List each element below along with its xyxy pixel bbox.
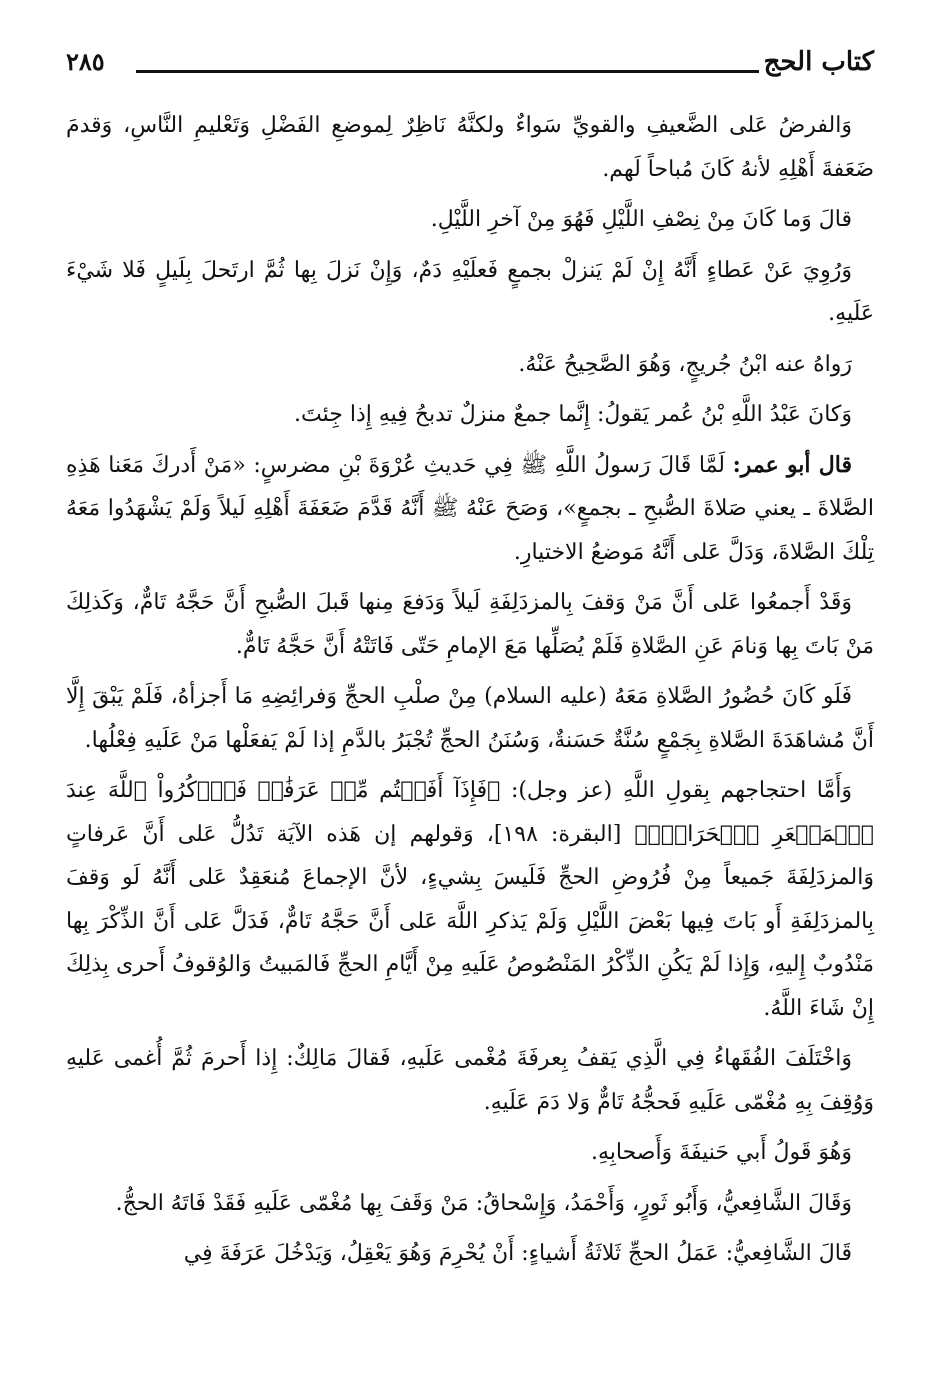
paragraph	[66, 675, 874, 762]
paragraph-text: وَقَدْ أَجمعُوا عَلى أَنَّ مَنْ وَقفَ بِالمزدَلِفَةِ لَيلاً وَدَفعَ مِنها قَبلَ الصُّبحِ أَنَّ حَجَّهُ تَامٌّ، وَكَذلِكَ مَنْ بَاتَ بِها وَنامَ عَنِ الصَّلاةِ فَلَمْ يُصَلِّها مَعَ الإمامِ حَتّى فَاتَتْهُ أَنَّ حَجَّهُ تَامٌّ.	[66, 590, 874, 659]
paragraph	[66, 198, 874, 242]
paragraph-text: وَاخْتَلَفَ الفُقَهاءُ فِي الَّذِي يَقفُ بِعرفَةَ مُغْمى عَلَيهِ، فَقالَ مَالِكٌ: إِذا أَحرمَ ثُمَّ أُغمى عَليهِ وَوُقِفَ بِهِ مُغْمّى عَلَيهِ فَحجُّهُ تَامٌّ وَلا دَمَ عَلَيهِ.	[66, 1046, 874, 1115]
paragraph-text: وَقَالَ الشَّافِعيُّ، وَأَبُو ثَورٍ، وَأَحْمَدُ، وَإِسْحاقُ: مَنْ وَقَفَ بِها مُغْمّى عَلَيهِ فَقَدْ فَاتَهُ الحجُّ.	[115, 1190, 852, 1216]
paragraph	[66, 1037, 874, 1124]
paragraph	[66, 581, 874, 668]
paragraph-text: رَواهُ عنه ابْنُ جُريجٍ، وَهُوَ الصَّحِيحُ عَنْهُ.	[518, 351, 852, 377]
paragraph	[66, 104, 874, 191]
header-rule	[136, 70, 759, 73]
running-title: كتاب الحج	[763, 47, 874, 77]
paragraph	[66, 1131, 874, 1175]
paragraph	[66, 1182, 874, 1226]
speaker-label: قال أبو عمر:	[732, 451, 852, 478]
paragraph	[66, 444, 874, 575]
paragraph-text: وَالفرضُ عَلى الضَّعيفِ والقويِّ سَواءٌ ولكنَّهُ نَاظِرٌ لِموضعِ الفَضْلِ وَتَعْليمِ النَّاسِ، وَقدمَ ضَعَفةَ أَهْلِهِ لأنهُ كَانَ مُباحاً لَهم.	[66, 113, 874, 182]
paragraph	[66, 769, 874, 1030]
paragraph	[66, 1232, 874, 1276]
paragraph-text: وَهُوَ قَولُ أَبي حَنيفَةَ وَأَصحابِهِ.	[590, 1140, 852, 1165]
paragraph-text: لَمَّا قَالَ رَسولُ اللَّهِ ﷺ فِي حَديثِ عُرْوَةَ بْنِ مضرسٍ: «مَنْ أَدركَ مَعَنا هَذِهِ الصَّلاةَ ـ يعني صَلاةَ الصُّبحِ ـ بجمعٍ»، وَصَحَ عَنْهُ ﷺ أَنَّهُ قَدَّمَ ضَعَفَةَ أَهْلِهِ لَيلاً وَلَمْ يَشْهَدُوا مَعَهُ تِلْكَ الصَّلاةَ، وَدَلَّ عَلى أَنَّهُ مَوضعُ الاختيارِ.	[66, 452, 874, 565]
paragraph	[66, 343, 874, 387]
page-number: ٢٨٥	[66, 47, 105, 76]
paragraph-text: وَأَمَّا احتجاجهم بِقولِ اللَّهِ (عز وجل): ﴿فَإِذَآ أَفَضۡتُم مِّنۡ عَرَفَٰتٖ فَٱذۡكُرُواْ ٱللَّهَ عِندَ ٱلۡمَشۡعَرِ ٱلۡحَرَامِۖ﴾ [البقرة: ١٩٨]، وَقولهم إن هَذه الآيَة تَدُلُّ عَلى أَنَّ عَرفاتٍ وَالمزدَلِفَةَ جَميعاً مِنْ فُرُوضِ الحجِّ فَلَيسَ بِشيءٍ، لأنَّ الإجماعَ مُنعَقِدٌ عَلى أَنَّهُ لَو وَقفَ بِالمزدَلِفَةِ أَو بَاتَ فِيها بَعْضَ اللَّيْلِ وَلَمْ يَذكرِ اللَّهَ عَلى أَنَّ حَجَّهُ تَامٌّ، فَدَلَّ عَلى أَنَّ الذِّكْرَ بِها مَنْدُوبٌ إِليهِ، وَإِذا لَمْ يَكُنِ الذِّكْرُ المَنْصُوصُ عَلَيهِ مِنْ أَيَّامِ الحجِّ فَالمَبيتُ وَالوُقوفُ أَحرى بِذلِكَ إِنْ شَاءَ اللَّهُ.	[66, 778, 874, 1021]
body-text	[66, 104, 874, 1276]
paragraph-text: قالَ وَما كَانَ مِنْ نِصْفِ اللَّيْلِ فَهُوَ مِنْ آخرِ اللَّيْلِ.	[430, 207, 852, 232]
paragraph-text: وَكانَ عَبْدُ اللَّهِ بْنُ عُمر يَقولُ: إِنَّما جمعٌ منزلٌ تدبحُ فِيهِ إِذا جِئتَ.	[294, 402, 852, 427]
paragraph-text: وَرُوِيَ عَنْ عَطاءٍ أَنَّهُ إِنْ لَمْ يَنزلْ بجمعٍ فَعلَيْهِ دَمٌ، وَإِنْ نَزلَ بِها ثُمَّ ارتَحلَ بِلَيلٍ فَلا شَيْءَ عَلَيهِ.	[66, 257, 874, 326]
paragraph	[66, 393, 874, 437]
paragraph-text: قَالَ الشَّافِعيُّ: عَمَلُ الحجِّ ثَلاثَةُ أَشياءٍ: أَنْ يُحْرِمَ وَهُوَ يَعْقِلُ، وَيَدْخُلَ عَرَفَةَ فِي	[183, 1241, 852, 1266]
page-header	[66, 40, 874, 90]
paragraph-text: فَلَو كَانَ حُضُورُ الصَّلاةِ مَعَهُ (عليه السلام) مِنْ صلْبِ الحجِّ وَفرائِضِهِ مَا أَجزأهُ، فَلَمْ يَبْقَ إِلَّا أَنَّ مُشاهَدَةَ الصَّلاةِ بِجَمْعٍ سُنَّةٌ حَسَنةٌ، وَسُنَنُ الحجِّ تُجْبَرُ بالدَّمِ إذا لَمْ يَفعَلْها مَنْ عَلَيهِ فِعْلُها.	[66, 684, 874, 753]
paragraph	[66, 249, 874, 336]
